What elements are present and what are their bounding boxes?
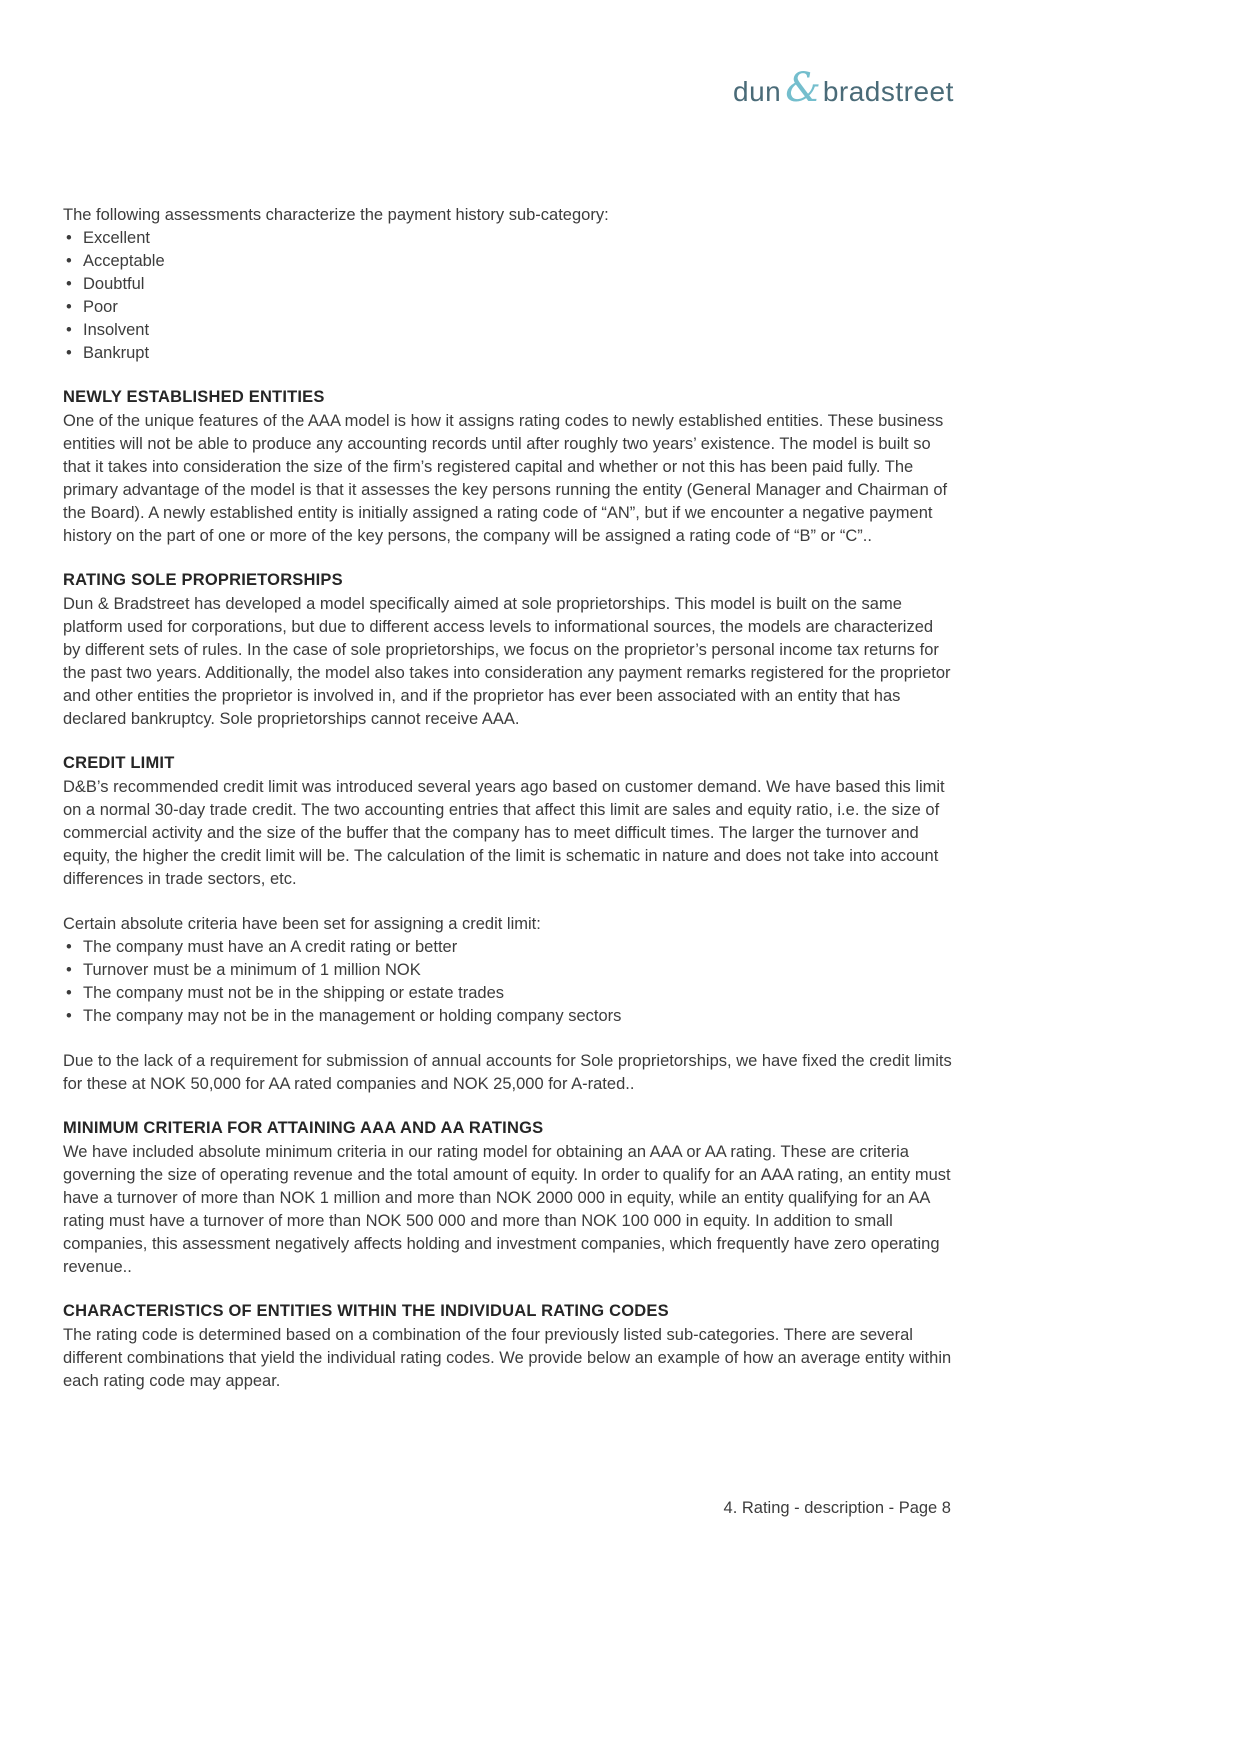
section-newly-established-entities (63, 386, 953, 548)
list-item: • Insolvent (63, 319, 953, 342)
logo-ampersand-icon: & (785, 65, 821, 111)
list-item: • Acceptable (63, 250, 953, 273)
section-body: D&B’s recommended credit limit was introduced several years ago based on customer demand. We have based this limit on a normal 30-day trade credit. The two accounting entries that affect this limit are sales and equity ratio, i.e. the size of commercial activity and the size of the buffer that the company has to meet difficult times. The larger the turnover and equity, the higher the credit limit will be. The calculation of the limit is schematic in nature and does not take into account differences in trade sectors, etc. (63, 778, 945, 888)
section-heading: RATING SOLE PROPRIETORSHIPS (63, 571, 343, 589)
credit-criteria-list (63, 936, 953, 1028)
credit-criteria-lead: Certain absolute criteria have been set for assigning a credit limit: (63, 915, 541, 933)
section-body: Dun & Bradstreet has developed a model specifically aimed at sole proprietorships. This model is built on the same platform used for corporations, but due to different access levels to informational sources, the models are characterized by different sets of rules. In the case of sole proprietorships, we focus on the proprietor’s personal income tax returns for the past two years. Additionally, the model also takes into consideration any payment remarks registered for the proprietor and other entities the proprietor is involved in, and if the proprietor has ever been associated with an entity that has declared bankruptcy. Sole proprietorships cannot receive AAA. (63, 595, 951, 728)
page-footer (63, 1497, 951, 1520)
section-body: We have included absolute minimum criteria in our rating model for obtaining an AAA or AA rating. These are criteria governing the size of operating revenue and the total amount of equity. In order to qualify for an AAA rating, an entity must have a turnover of more than NOK 1 million and more than NOK 2000 000 in equity, while an entity qualifying for an AA rating must have a turnover of more than NOK 500 000 and more than NOK 100 000 in equity. In addition to small companies, this assessment negatively affects holding and investment companies, which frequently have zero operating revenue.. (63, 1143, 951, 1276)
section-heading: NEWLY ESTABLISHED ENTITIES (63, 388, 325, 406)
credit-criteria-note: Due to the lack of a requirement for submission of annual accounts for Sole proprietorships, we have fixed the credit limits for these at NOK 50,000 for AA rated companies and NOK 25,000 for A-rated.. (63, 1052, 952, 1093)
section-heading: CREDIT LIMIT (63, 754, 175, 772)
list-item: • The company must not be in the shipping or estate trades (63, 982, 953, 1005)
section-rating-sole-proprietorships (63, 569, 953, 731)
list-item: • Doubtful (63, 273, 953, 296)
logo-word-bradstreet: bradstreet (822, 76, 954, 107)
list-item: • Turnover must be a minimum of 1 million NOK (63, 959, 953, 982)
section-credit-limit (63, 752, 953, 1096)
list-item: • Bankrupt (63, 342, 953, 365)
list-item: • The company must have an A credit rating or better (63, 936, 953, 959)
payment-history-assessments-list (63, 227, 953, 365)
section-characteristics-rating-codes (63, 1300, 953, 1393)
section-minimum-criteria-aaa-aa (63, 1117, 953, 1279)
section-body: One of the unique features of the AAA model is how it assigns rating codes to newly established entities. These business entities will not be able to produce any accounting records until after roughly two years’ existence. The model is built so that it takes into consideration the size of the firm’s registered capital and whether or not this has been paid fully. The primary advantage of the model is that it assesses the key persons running the entity (General Manager and Chairman of the Board). A newly established entity is initially assigned a rating code of “AN”, but if we encounter a negative payment history on the part of one or more of the key persons, the company will be assigned a rating code of “B” or “C”.. (63, 412, 948, 545)
dun-bradstreet-logo (733, 65, 954, 111)
list-item: • Poor (63, 296, 953, 319)
section-heading: CHARACTERISTICS OF ENTITIES WITHIN THE INDIVIDUAL RATING CODES (63, 1302, 669, 1320)
list-item: • Excellent (63, 227, 953, 250)
logo-word-dun: dun (733, 76, 782, 107)
list-item: • The company may not be in the management or holding company sectors (63, 1005, 953, 1028)
intro-lead: The following assessments characterize the payment history sub-category: (63, 206, 609, 224)
section-heading: MINIMUM CRITERIA FOR ATTAINING AAA AND AA RATINGS (63, 1119, 544, 1137)
section-body: The rating code is determined based on a combination of the four previously listed sub-categories. There are several different combinations that yield the individual rating codes. We provide below an example of how an average entity within each rating code may appear. (63, 1326, 952, 1390)
document-body (63, 204, 953, 1393)
footer-page-label: 4. Rating - description - Page 8 (723, 1499, 951, 1517)
